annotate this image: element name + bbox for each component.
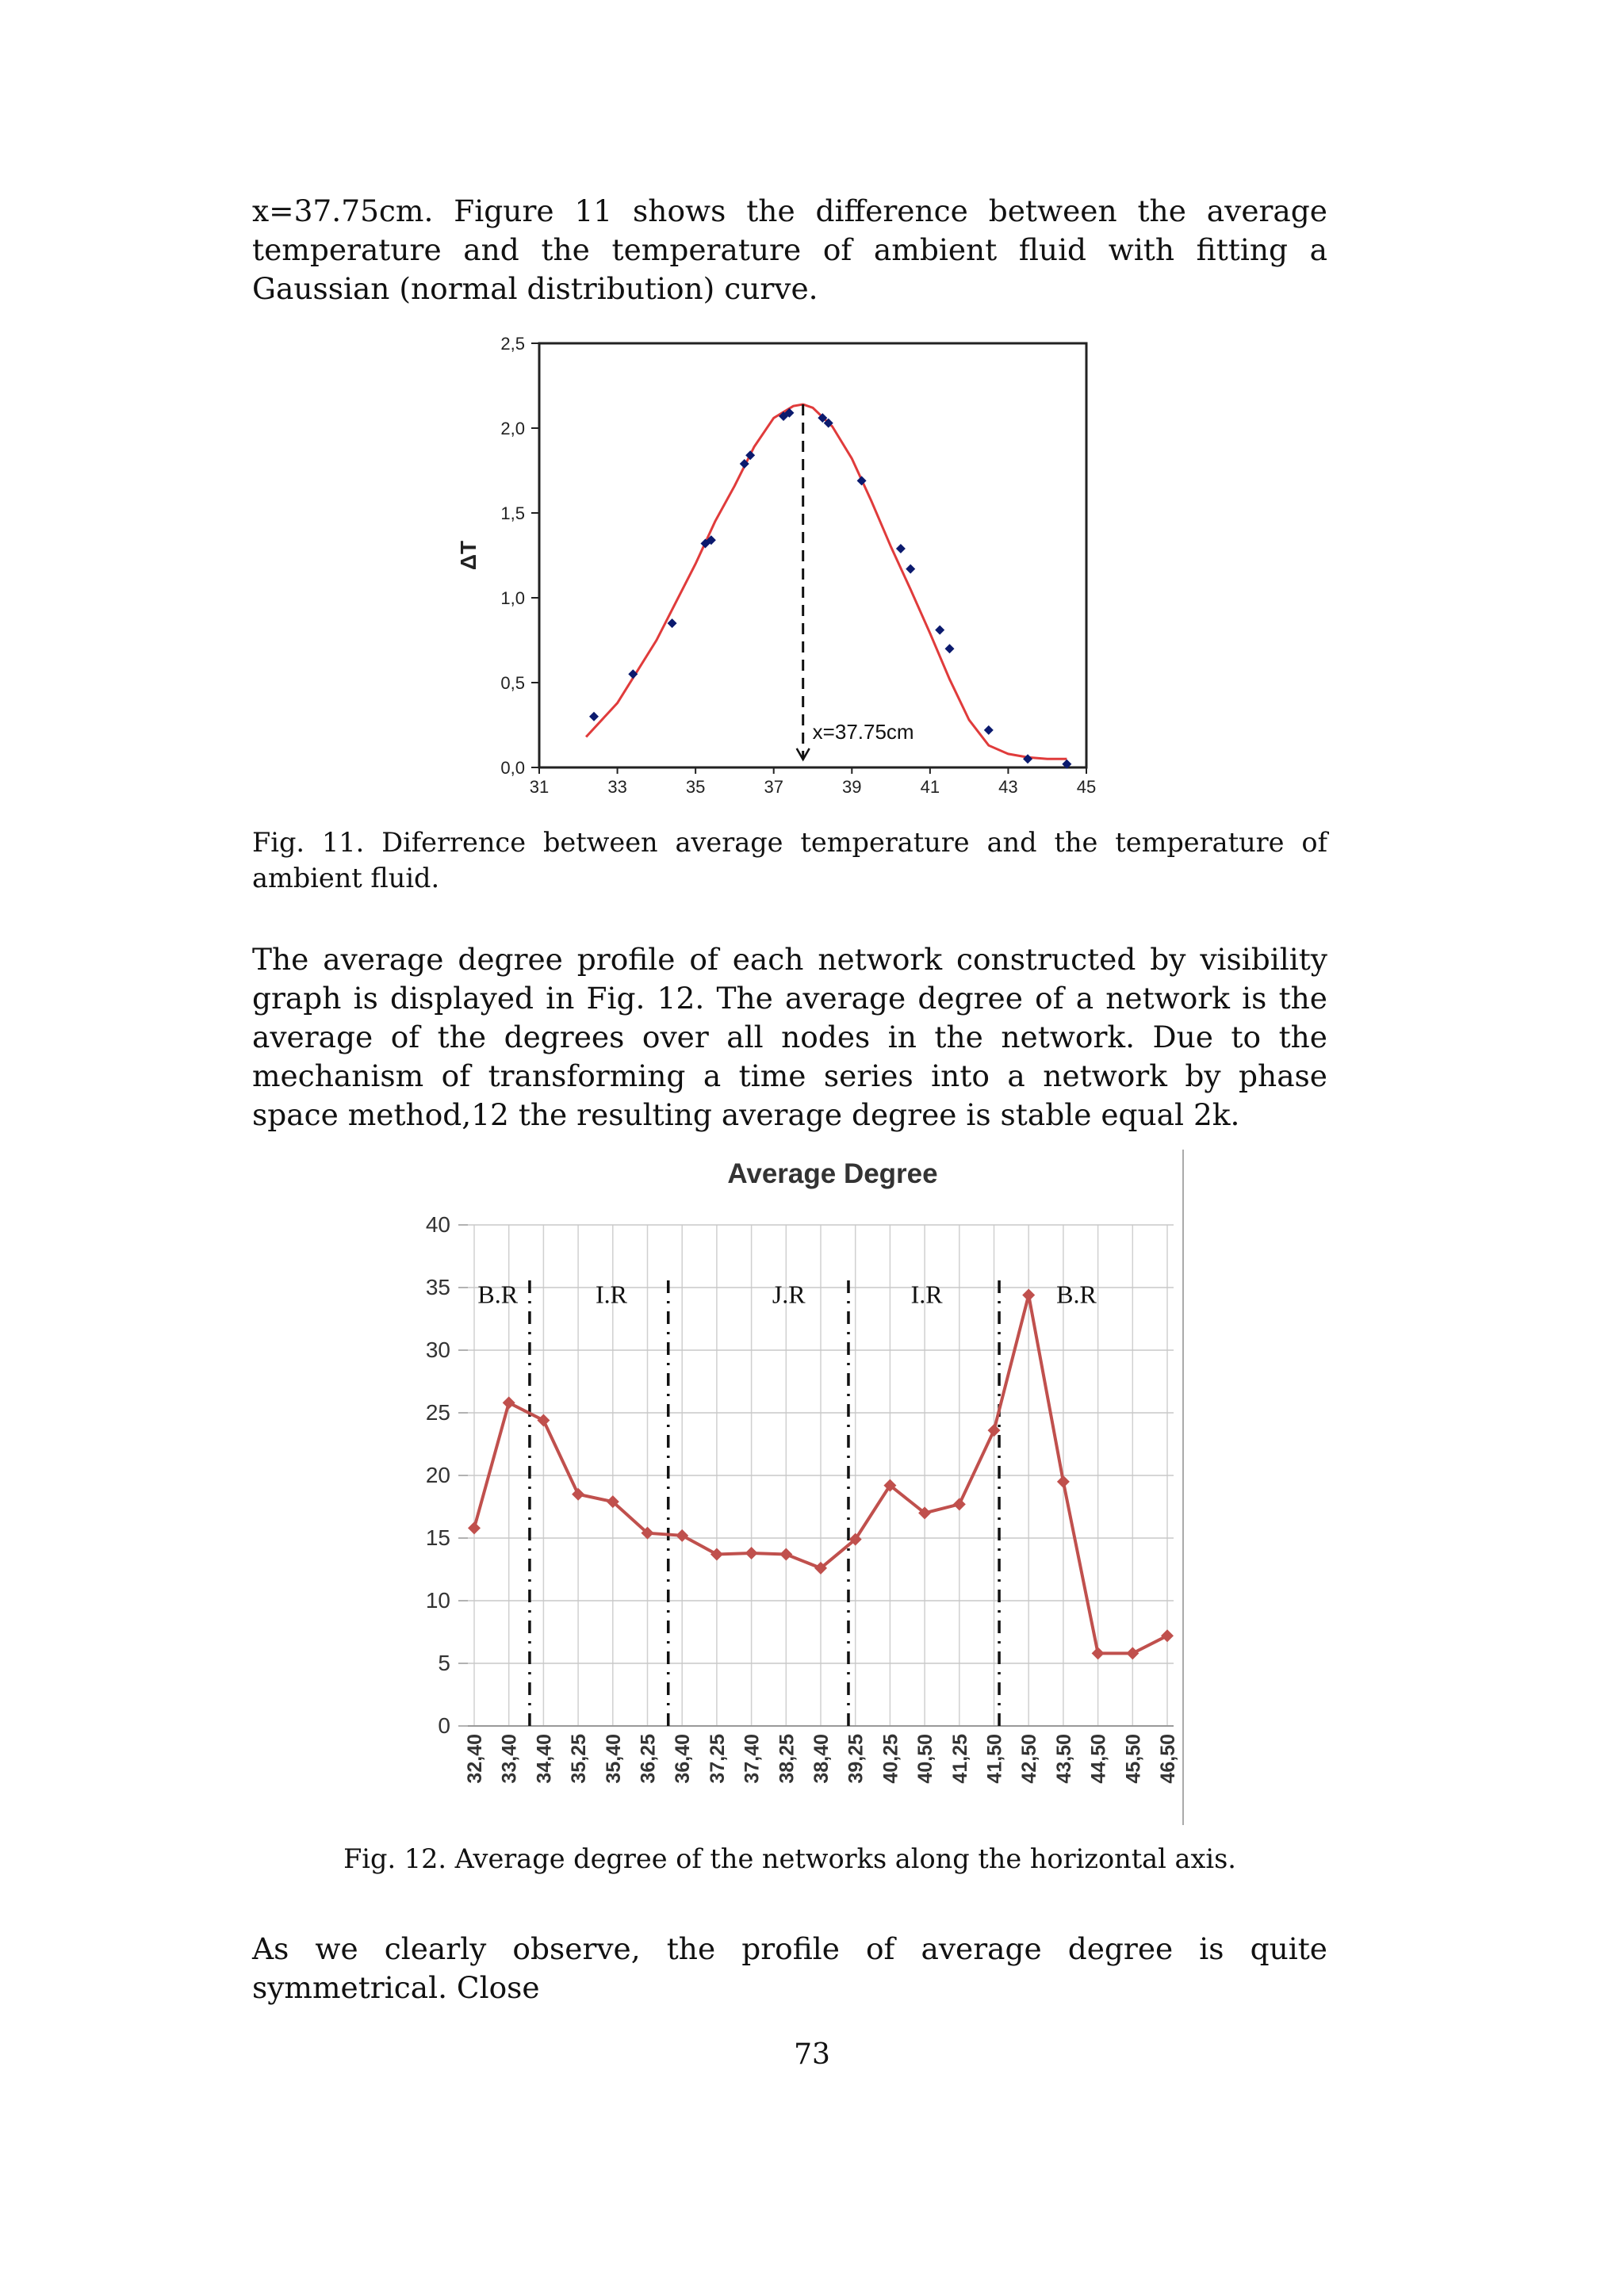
x-tick-label: 35,40: [602, 1734, 625, 1784]
y-tick-label: 5: [438, 1651, 450, 1675]
region-label: J.R: [772, 1280, 806, 1309]
y-tick-label: 2,0: [500, 419, 525, 438]
data-point: [857, 476, 867, 485]
y-tick-label: 40: [425, 1212, 450, 1237]
data-point: [676, 1529, 688, 1542]
x-tick-label: 36,25: [637, 1734, 660, 1784]
x-tick-label: 33: [607, 777, 627, 797]
x-tick-label: 37: [764, 777, 783, 797]
data-point: [1057, 1475, 1070, 1488]
figure-11-caption: Fig. 11. Diferrence between average temperature and the temperature of ambient fluid.: [252, 827, 1327, 894]
chart-title: Average Degree: [727, 1158, 938, 1189]
data-point: [668, 618, 677, 628]
data-point: [1022, 1288, 1035, 1301]
data-point: [906, 564, 915, 574]
paragraph-average-degree: The average degree profile of each network constructed by visibility graph is displayed in Fig. 12. The average degree of a network is the average of the degrees over all nodes in the network. Due to the mechanism of transforming a time series into a network by phase space method,12 the resulting average degree is stable equal 2k.: [252, 942, 1327, 1132]
data-point: [953, 1498, 966, 1510]
data-point: [503, 1396, 515, 1409]
y-tick-label: 15: [425, 1525, 450, 1550]
x-tick-label: 34,40: [533, 1734, 556, 1784]
data-point: [896, 544, 906, 553]
data-point: [1092, 1647, 1105, 1659]
y-tick-label: 10: [425, 1588, 450, 1613]
data-point: [572, 1488, 584, 1501]
paragraph-symmetry: As we clearly observe, the profile of average degree is quite symmetrical. Close: [252, 1931, 1327, 2005]
x-tick-label: 46,50: [1157, 1734, 1179, 1784]
x-tick-label: 43: [998, 777, 1018, 797]
region-label: I.R: [595, 1280, 627, 1309]
data-point: [468, 1521, 481, 1534]
y-tick-label: 0,0: [500, 758, 525, 778]
region-label: I.R: [910, 1280, 943, 1309]
y-tick-label: 20: [425, 1463, 450, 1487]
paragraph-intro: x=37.75cm. Figure 11 shows the difference between the average temperature and the temperature of ambient fluid with fitting a Gaussian (normal distribution) curve.: [252, 193, 1327, 306]
data-point: [984, 725, 994, 735]
region-label: B.R: [1056, 1280, 1097, 1309]
x-tick-label: 36,40: [672, 1734, 695, 1784]
data-point: [745, 1547, 758, 1559]
y-tick-label: 1,5: [500, 503, 525, 523]
x-tick-label: 41: [920, 777, 940, 797]
y-axis-label: ΔT: [456, 540, 481, 571]
data-point: [589, 712, 599, 721]
x-tick-label: 37,25: [706, 1734, 729, 1784]
figure-11-gaussian-chart: [444, 337, 1110, 813]
figure-12-caption: Fig. 12. Average degree of the networks along the horizontal axis.: [343, 1843, 1236, 1874]
x-tick-label: 35,25: [568, 1734, 591, 1784]
x-tick-label: 45: [1076, 777, 1097, 797]
x-tick-label: 41,25: [948, 1734, 971, 1784]
gaussian-fit-curve: [586, 404, 1067, 759]
x-tick-label: 40,25: [879, 1734, 902, 1784]
x-tick-label: 45,50: [1122, 1734, 1145, 1784]
figure-12-average-degree-chart: [404, 1150, 1197, 1831]
data-point: [710, 1548, 723, 1561]
x-tick-label: 32,40: [464, 1734, 486, 1784]
x-tick-label: 38,40: [810, 1734, 833, 1784]
y-tick-label: 35: [425, 1275, 450, 1299]
y-tick-label: 25: [425, 1400, 450, 1425]
peak-annotation: x=37.75cm: [812, 720, 914, 744]
data-point: [537, 1414, 550, 1426]
y-tick-label: 1,0: [500, 588, 525, 608]
x-tick-label: 39,25: [845, 1734, 868, 1784]
x-tick-label: 40,50: [914, 1734, 937, 1784]
page-number: 73: [794, 2038, 830, 2071]
x-tick-label: 35: [685, 777, 706, 797]
x-tick-label: 37,40: [741, 1734, 764, 1784]
y-tick-label: 2,5: [500, 337, 525, 354]
y-tick-label: 0,5: [500, 673, 525, 693]
y-tick-label: 0: [438, 1713, 450, 1738]
x-tick-label: 41,50: [983, 1734, 1006, 1784]
data-point: [935, 626, 944, 635]
x-tick-label: 44,50: [1087, 1734, 1110, 1784]
region-label: B.R: [477, 1280, 519, 1309]
x-tick-label: 31: [529, 777, 550, 797]
x-tick-label: 39: [842, 777, 862, 797]
data-point: [1126, 1647, 1139, 1659]
x-tick-label: 38,25: [776, 1734, 799, 1784]
x-tick-label: 43,50: [1052, 1734, 1075, 1784]
y-tick-label: 30: [425, 1337, 450, 1362]
data-point: [1161, 1629, 1174, 1642]
x-tick-label: 42,50: [1018, 1734, 1041, 1784]
x-tick-label: 33,40: [498, 1734, 521, 1784]
data-point: [945, 644, 955, 653]
data-point: [779, 1548, 792, 1561]
